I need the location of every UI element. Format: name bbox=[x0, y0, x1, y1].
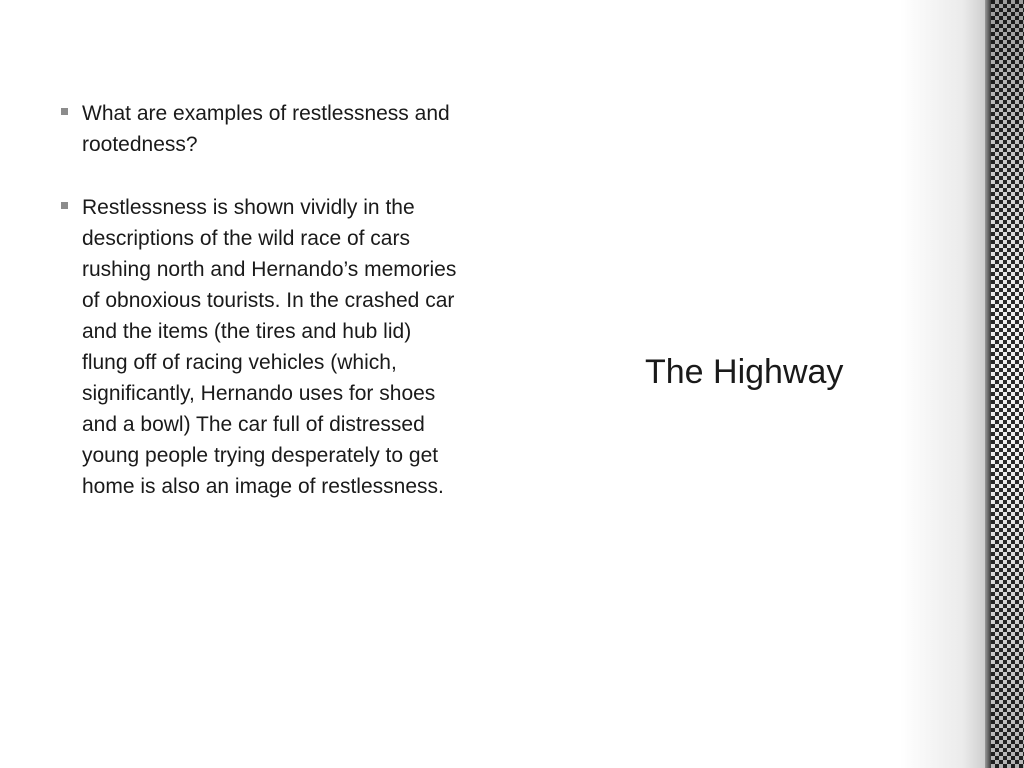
square-bullet-icon bbox=[61, 108, 68, 115]
square-bullet-icon bbox=[61, 202, 68, 209]
bullet-text: Restlessness is shown vividly in the descriptions of the wild race of cars rushing north and Hernando’s memories of obnoxious tourists. In the crashed car and the items (the tires and hub lid) flung off of racing vehicles (which, significantly, Hernando uses for shoes and a bowl) The car full of distressed young people trying desperately to get home is also an image of restlessness. bbox=[82, 196, 457, 498]
bullet-text: What are examples of restlessness and rootedness? bbox=[82, 102, 450, 156]
slide-title: The Highway bbox=[645, 353, 844, 391]
bullet-item bbox=[60, 192, 460, 502]
edge-gradient bbox=[900, 0, 990, 768]
bullet-list bbox=[60, 98, 460, 534]
bullet-item bbox=[60, 98, 460, 160]
border-shading bbox=[991, 0, 1024, 768]
